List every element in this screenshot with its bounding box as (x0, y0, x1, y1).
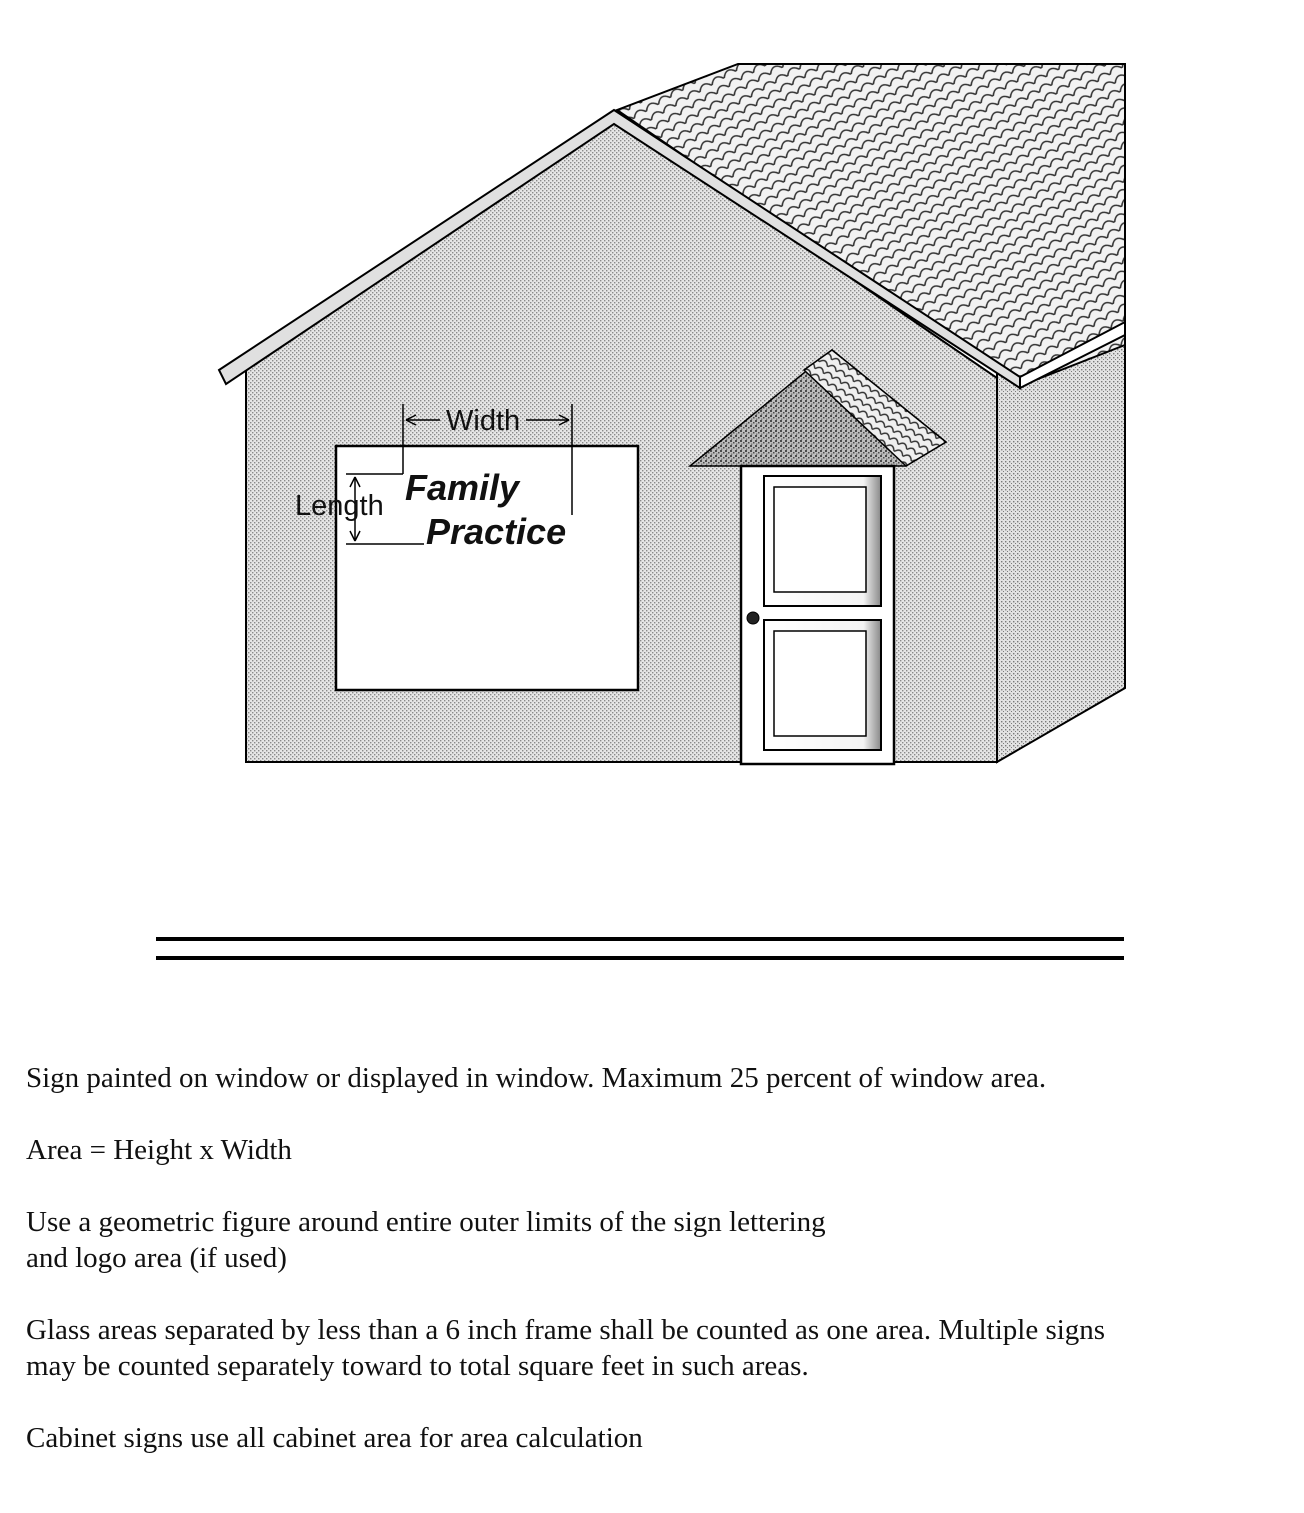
note-cabinet-signs: Cabinet signs use all cabinet area for area calculation (26, 1422, 643, 1454)
width-label: Width (446, 405, 521, 437)
length-label: Length (295, 490, 384, 522)
door-knob[interactable] (747, 612, 759, 624)
notes-section (26, 1060, 1276, 1492)
note-area-formula: Area = Height x Width (26, 1134, 292, 1166)
note-geometric-figure: Use a geometric figure around entire outer limits of the sign lettering and logo area (if used) (26, 1206, 826, 1274)
side-wall (997, 322, 1125, 762)
sign-line-2: Practice (426, 511, 567, 552)
note-window-sign: Sign painted on window or displayed in window. Maximum 25 percent of window area. (26, 1062, 1047, 1094)
note-glass-areas: Glass areas separated by less than a 6 inch frame shall be counted as one area. Multiple signs may be counted separately toward to total square feet in such areas. (26, 1314, 1106, 1382)
sign-line-1: Family (405, 467, 520, 508)
